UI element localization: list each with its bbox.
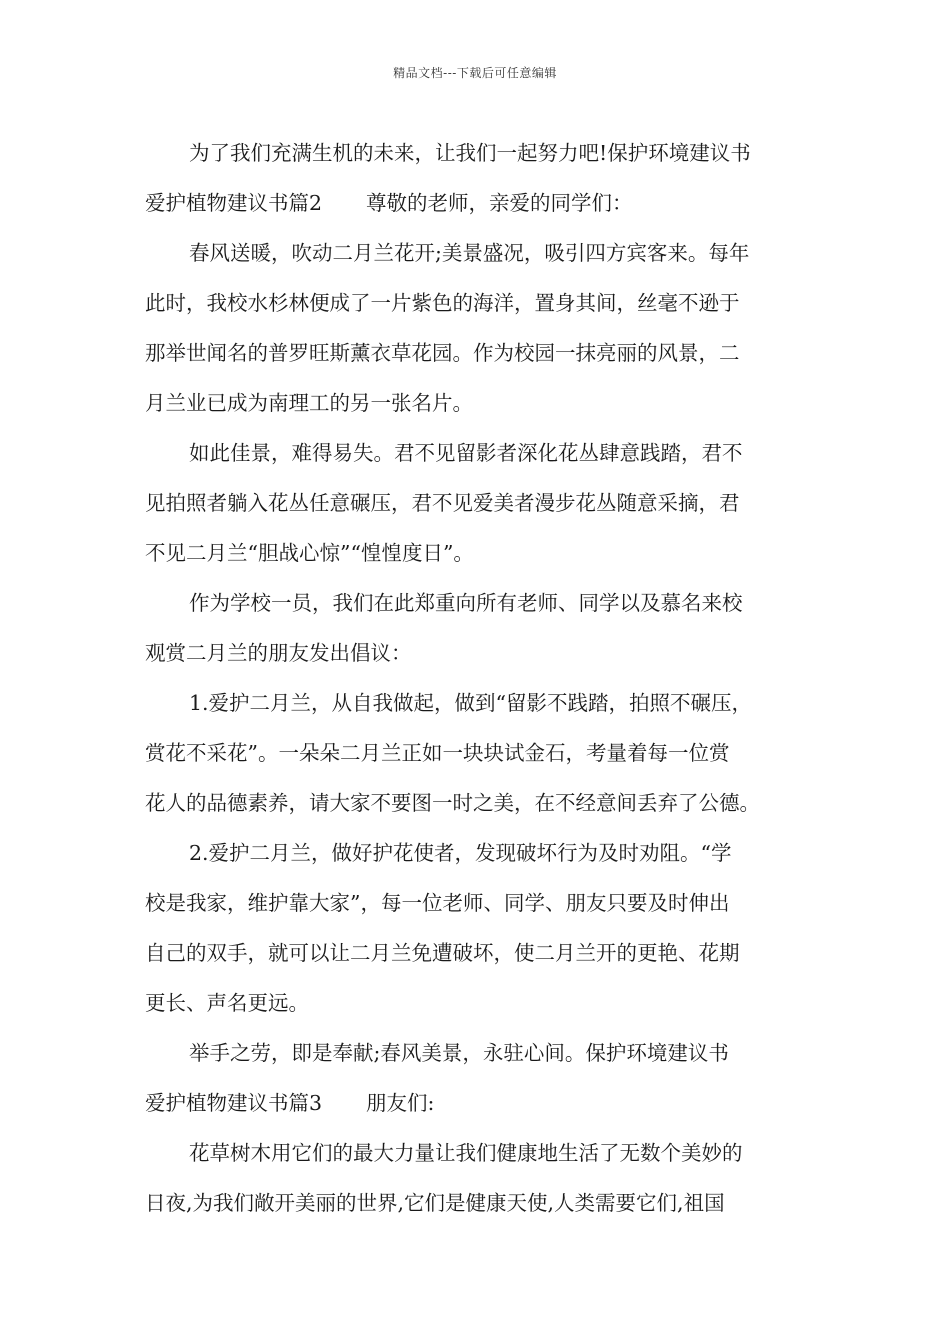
text-line — [145, 1078, 825, 1128]
text-line-content: 为了我们充满生机的未来，让我们一起努力吧!保护环境建议书 — [189, 141, 751, 165]
page-header: 精品文档---下载后可任意编辑 — [393, 66, 557, 80]
text-line-content: 日夜,为我们敞开美丽的世界,它们是健康天使,人类需要它们,祖国 — [145, 1191, 725, 1215]
text-line — [145, 228, 825, 278]
text-line-content: 见拍照者躺入花丛任意碾压，君不见爱美者漫步花丛随意采摘，君 — [145, 491, 740, 515]
text-line — [145, 978, 825, 1028]
text-line — [145, 528, 825, 578]
text-line — [145, 178, 825, 228]
text-line-content: 1.爱护二月兰，从自我做起，做到“留影不践踏，拍照不碾压， — [189, 691, 753, 715]
text-line-salutation: 尊敬的老师，亲爱的同学们： — [366, 191, 633, 215]
text-line — [145, 878, 825, 928]
text-line-content: 自己的双手，就可以让二月兰免遭破坏，使二月兰开的更艳、花期 — [145, 941, 740, 965]
text-line — [145, 828, 825, 878]
text-line-salutation: 朋友们: — [366, 1091, 435, 1115]
text-line — [145, 128, 825, 178]
text-line-content: 作为学校一员，我们在此郑重向所有老师、同学以及慕名来校 — [189, 591, 743, 615]
text-line-content: 更长、声名更远。 — [145, 991, 309, 1015]
text-line — [145, 378, 825, 428]
text-line-content: 校是我家，维护靠大家”，每一位老师、同学、朋友只要及时伸出 — [145, 891, 730, 915]
text-line — [145, 428, 825, 478]
text-line — [145, 1178, 825, 1228]
text-line — [145, 628, 825, 678]
text-line — [145, 678, 825, 728]
text-line-content: 如此佳景，难得易失。君不见留影者深化花丛肆意践踏，君不 — [189, 441, 743, 465]
text-line-content: 观赏二月兰的朋友发出倡议： — [145, 641, 412, 665]
text-line-content: 举手之劳，即是奉献;春风美景，永驻心间。保护环境建议书 — [189, 1041, 729, 1065]
text-line — [145, 1128, 825, 1178]
text-line-content: 爱护植物建议书篇3 — [145, 1091, 323, 1115]
text-line-content: 爱护植物建议书篇2 — [145, 191, 323, 215]
text-line — [145, 778, 825, 828]
text-line — [145, 728, 825, 778]
text-line — [145, 928, 825, 978]
text-line-content: 此时，我校水杉林便成了一片紫色的海洋，置身其间，丝毫不逊于 — [145, 291, 740, 315]
text-line — [145, 1028, 825, 1078]
text-line-content: 赏花不采花”。一朵朵二月兰正如一块块试金石，考量着每一位赏 — [145, 741, 730, 765]
text-line — [145, 478, 825, 528]
text-line-content: 那举世闻名的普罗旺斯薰衣草花园。作为校园一抹亮丽的风景，二 — [145, 341, 740, 365]
text-line-content: 花草树木用它们的最大力量让我们健康地生活了无数个美妙的 — [189, 1141, 743, 1165]
document-body — [145, 128, 825, 1228]
text-line — [145, 278, 825, 328]
text-line-content: 春风送暖，吹动二月兰花开;美景盛况，吸引四方宾客来。每年 — [189, 241, 750, 265]
text-line-content: 月兰业已成为南理工的另一张名片。 — [145, 391, 473, 415]
text-line-content: 2.爱护二月兰，做好护花使者，发现破坏行为及时劝阻。“学 — [189, 841, 732, 865]
text-line — [145, 328, 825, 378]
text-line-content: 不见二月兰“胆战心惊”“惶惶度日”。 — [145, 541, 474, 565]
text-line — [145, 578, 825, 628]
text-line-content: 花人的品德素养，请大家不要图一时之美，在不经意间丢弃了公德。 — [145, 791, 760, 815]
